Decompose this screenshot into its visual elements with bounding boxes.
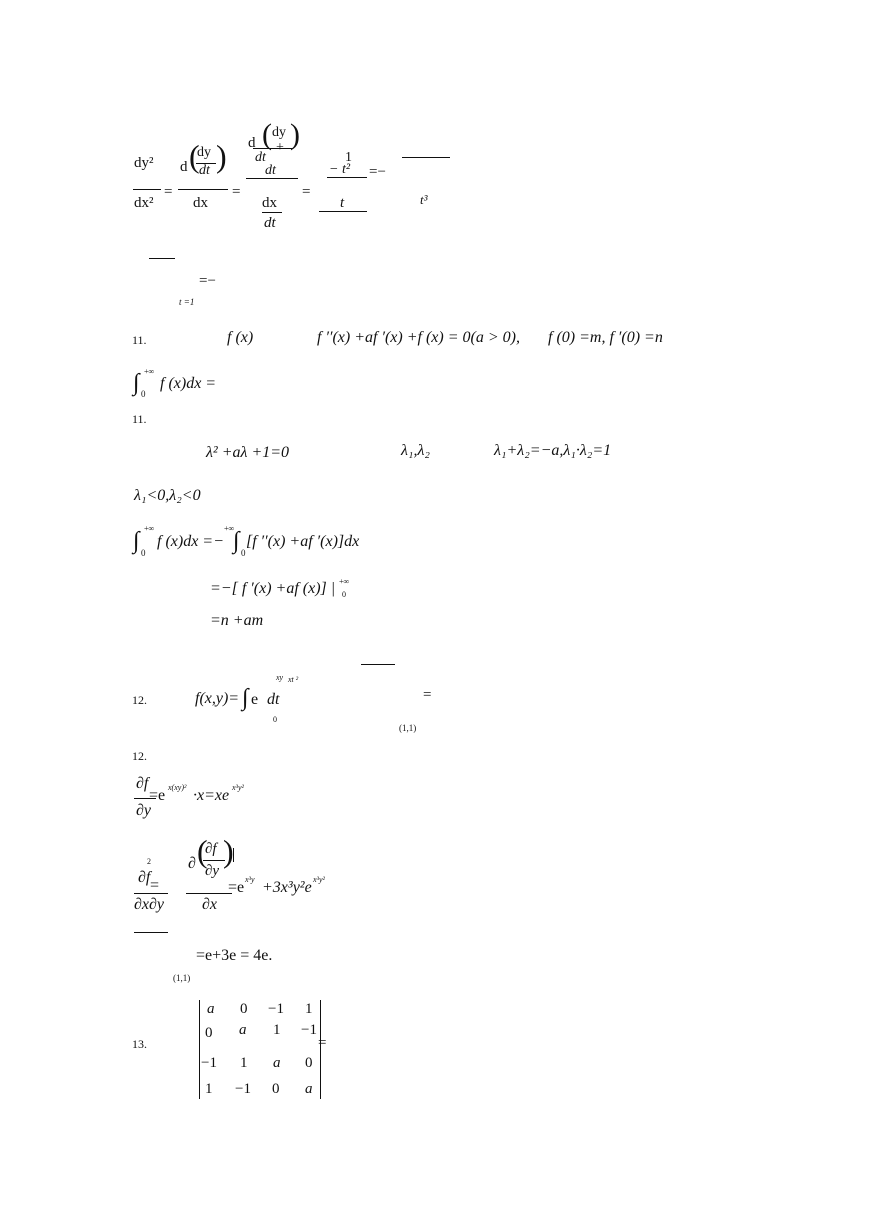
- partial-f: ∂f: [136, 775, 149, 792]
- equals-sign: =: [164, 184, 173, 200]
- matrix-cell: −1: [201, 1055, 217, 1071]
- dt-inner: dt: [199, 163, 210, 178]
- evaluation-point: (1,1): [399, 723, 417, 733]
- fraction-bar: [186, 893, 232, 894]
- fraction-bar: [327, 177, 367, 178]
- equals-sign: =: [232, 184, 241, 200]
- final-result: =e+3e = 4e.: [196, 947, 273, 964]
- integral-expression: f (x)dx =: [160, 375, 217, 392]
- dt-differential: dt: [267, 691, 280, 708]
- integral-sign: ∫: [133, 528, 140, 554]
- fraction-bar: [149, 258, 175, 259]
- matrix-cell: 1: [240, 1055, 248, 1071]
- function-definition: f(x,y)=: [195, 690, 240, 707]
- dy2-numerator: dy²: [134, 155, 154, 171]
- left-paren: (: [197, 833, 208, 869]
- integral-sign: ∫: [242, 685, 249, 711]
- evaluation-lower: 0: [342, 590, 346, 599]
- dx2-denominator: dx²: [134, 195, 154, 211]
- integral-upper-limit: +∞: [144, 367, 155, 376]
- one-numerator: 1: [345, 150, 352, 165]
- fraction-bar: [262, 212, 282, 213]
- partial-x: ∂x: [202, 896, 218, 913]
- evaluation-upper: +∞: [339, 577, 350, 586]
- dt-denominator: dt: [265, 163, 276, 178]
- vieta-relations: λ₁+λ₂=−a,λ₁·λ₂=1: [494, 442, 612, 459]
- matrix-cell: a: [239, 1022, 247, 1038]
- fraction-bar: [203, 860, 225, 861]
- right-paren: ): [290, 118, 300, 151]
- integral-sign: ∫: [233, 528, 240, 554]
- right-paren: ): [223, 833, 234, 869]
- rhs-exponent: x³y: [245, 875, 255, 884]
- integral-line-1-rhs: [f ′′(x) +af ′(x)]dx: [246, 533, 360, 550]
- integral-lower-limit: 0: [141, 389, 146, 399]
- fraction-bar: [253, 148, 293, 149]
- right-paren: ): [216, 138, 227, 174]
- integral-upper-limit: +∞: [144, 524, 155, 533]
- integral-line-1-lhs: f (x)dx =−: [157, 533, 224, 550]
- fraction-bar: [402, 157, 450, 158]
- equals-sign: =: [150, 877, 160, 894]
- ode-equation: f ′′(x) +af ′(x) +f (x) = 0(a > 0),: [317, 329, 520, 346]
- fraction-bar: [246, 178, 298, 179]
- dt-denominator: dt: [264, 215, 276, 231]
- evaluation-point: (1,1): [173, 973, 191, 983]
- integral-lower-limit: 0: [141, 548, 146, 558]
- equals-minus: =−: [199, 273, 216, 289]
- dx-numerator: dx: [262, 195, 277, 211]
- characteristic-equation: λ² +aλ +1=0: [206, 444, 290, 461]
- determinant-left-bar: [199, 1000, 200, 1099]
- root-signs: λ₁<0,λ₂<0: [134, 487, 201, 504]
- fraction-bar: [319, 211, 367, 212]
- integral-upper-limit: xy: [276, 673, 284, 682]
- integral-line-2: =−[ f ′(x) +af (x)] |: [210, 580, 336, 597]
- integral-lower-limit: 0: [273, 715, 277, 724]
- superscript-two: 2: [147, 857, 151, 866]
- fraction-bar: [134, 932, 168, 933]
- matrix-cell: −1: [268, 1001, 284, 1017]
- rhs-equals-e: =e: [228, 879, 245, 896]
- fraction-bar: [178, 189, 228, 190]
- matrix-cell: 1: [205, 1081, 213, 1097]
- integral-upper-limit: +∞: [224, 524, 235, 533]
- rhs-exponent: x(xy)²: [168, 783, 187, 792]
- dt-mid: dt: [255, 150, 266, 165]
- partial-operator: ∂: [188, 855, 196, 872]
- matrix-cell: 0: [205, 1025, 213, 1041]
- plus-mark: +: [276, 140, 284, 155]
- inner-partial-f: ∂f: [205, 841, 217, 857]
- matrix-cell: −1: [235, 1081, 251, 1097]
- evaluation-bar: [233, 848, 234, 862]
- matrix-cell: 1: [273, 1022, 281, 1038]
- t-equals-1: t =1: [179, 297, 195, 307]
- rhs-times-x: ·x=xe: [193, 787, 230, 804]
- partial-x-partial-y: ∂x∂y: [134, 896, 165, 913]
- fraction-bar: [133, 189, 161, 190]
- matrix-cell: 1: [305, 1001, 313, 1017]
- initial-conditions: f (0) =m, f ′(0) =n: [548, 329, 663, 346]
- question-number: 12.: [132, 693, 147, 707]
- left-paren: (: [189, 138, 200, 174]
- matrix-cell: a: [207, 1001, 215, 1017]
- rhs-exponent: x³y²: [313, 875, 325, 884]
- rhs-middle-term: +3x³y²e: [262, 879, 312, 896]
- dy-inner: dy: [197, 145, 211, 160]
- equals-sign: =: [318, 1035, 327, 1051]
- partial-squared-f: ∂f: [138, 869, 151, 886]
- matrix-cell: 0: [305, 1055, 313, 1071]
- inner-partial-y: ∂y: [205, 863, 220, 879]
- d-operator: d: [180, 159, 188, 175]
- question-number: 11.: [132, 333, 147, 347]
- integral-line-3: =n +am: [210, 612, 264, 629]
- partial-y: ∂y: [136, 802, 152, 819]
- matrix-cell: 0: [240, 1001, 248, 1017]
- fx-label: f (x): [227, 329, 254, 346]
- exponent: xt ²: [288, 675, 299, 684]
- question-number: 13.: [132, 1037, 147, 1051]
- minus-t2: − t²: [329, 162, 351, 177]
- matrix-cell: 0: [272, 1081, 280, 1097]
- equals-sign: =: [423, 687, 432, 703]
- rhs-equals-e: =e: [149, 787, 166, 804]
- rhs-exponent: x³y²: [232, 783, 244, 792]
- answer-number: 11.: [132, 412, 147, 426]
- exp-e: e: [251, 691, 259, 708]
- fraction-bar: [134, 893, 168, 894]
- matrix-cell: a: [305, 1081, 313, 1097]
- answer-number: 12.: [132, 749, 147, 763]
- equals-minus: =−: [369, 164, 386, 180]
- dy-top: dy: [272, 125, 286, 140]
- integral-sign: ∫: [133, 370, 140, 396]
- roots: λ₁,λ₂: [401, 442, 430, 459]
- t-denominator: t: [340, 195, 345, 211]
- equals-sign: =: [302, 184, 311, 200]
- d-operator: d: [248, 135, 256, 151]
- t-cubed: t³: [420, 192, 428, 207]
- fraction-bar: [361, 664, 395, 665]
- dx-denominator: dx: [193, 195, 208, 211]
- matrix-cell: a: [273, 1055, 281, 1071]
- matrix-cell: −1: [301, 1022, 317, 1038]
- integral-lower-limit: 0: [241, 548, 246, 558]
- left-paren: (: [262, 118, 272, 151]
